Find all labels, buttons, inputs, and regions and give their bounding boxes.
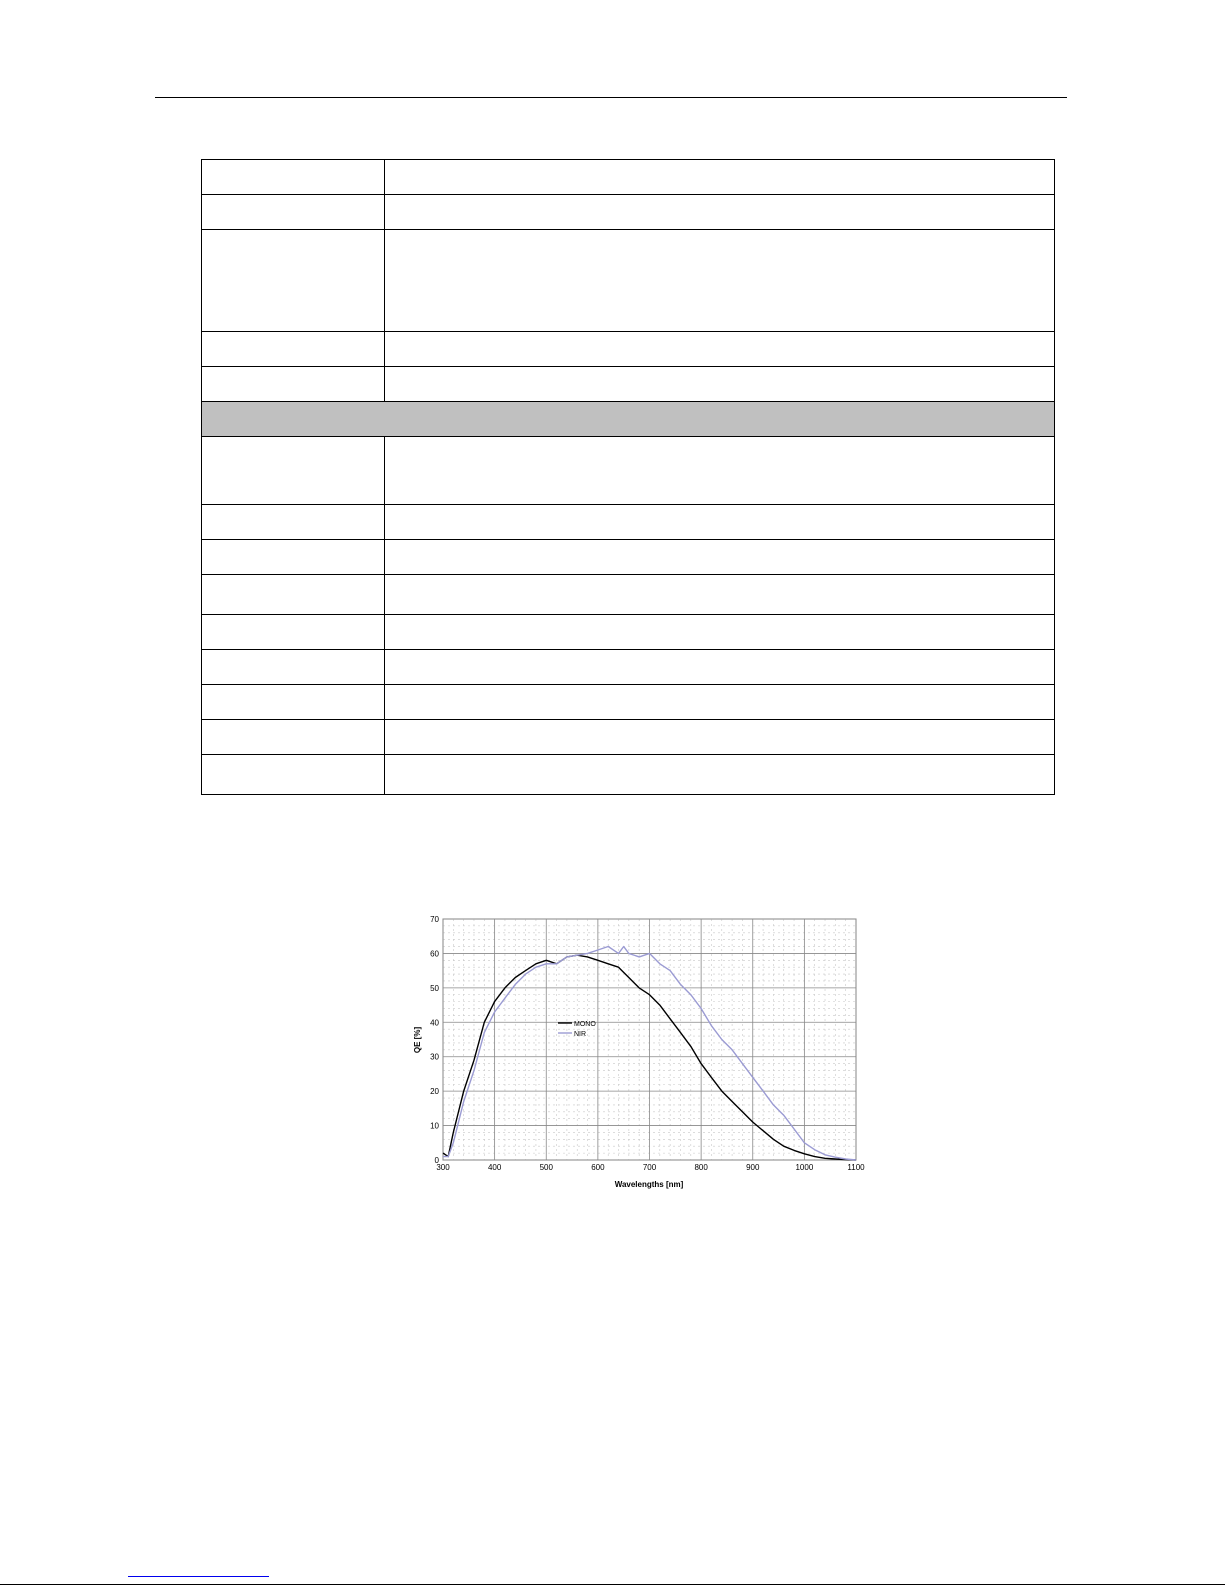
- value-cell: [385, 367, 1055, 402]
- x-tick-label: 800: [694, 1163, 708, 1172]
- label-cell: [202, 755, 385, 795]
- y-tick-labels: [430, 915, 439, 1165]
- table-row: [202, 505, 1055, 540]
- label-cell: [202, 575, 385, 615]
- legend-label: MONO: [574, 1021, 596, 1028]
- x-tick-label: 900: [746, 1163, 760, 1172]
- label-cell: [202, 230, 385, 332]
- label-cell: [202, 505, 385, 540]
- value-cell: [385, 650, 1055, 685]
- value-cell: [385, 615, 1055, 650]
- x-axis-label: Wavelengths [nm]: [614, 1180, 684, 1189]
- x-tick-label: 1100: [847, 1163, 865, 1172]
- y-tick-label: 30: [430, 1052, 439, 1062]
- label-cell: [202, 720, 385, 755]
- label-cell: [202, 332, 385, 367]
- label-cell: [202, 195, 385, 230]
- table-row: [202, 437, 1055, 505]
- table-row: [202, 575, 1055, 615]
- x-tick-label: 1000: [795, 1163, 814, 1172]
- value-cell: [385, 332, 1055, 367]
- table-row: [202, 540, 1055, 575]
- legend-label: NIR: [574, 1031, 587, 1038]
- label-cell: [202, 540, 385, 575]
- table-row: [202, 195, 1055, 230]
- table-row: [202, 720, 1055, 755]
- table-row: [202, 685, 1055, 720]
- x-tick-label: 500: [539, 1163, 553, 1172]
- specification-table: [201, 159, 1055, 795]
- y-tick-label: 70: [430, 915, 439, 924]
- value-cell: [385, 755, 1055, 795]
- table-row: [202, 615, 1055, 650]
- value-cell: [385, 505, 1055, 540]
- x-tick-label: 400: [487, 1163, 502, 1172]
- header-rule: [155, 97, 1067, 98]
- value-cell: [385, 685, 1055, 720]
- value-cell: [385, 720, 1055, 755]
- value-cell: [385, 575, 1055, 615]
- table-row: [202, 755, 1055, 795]
- y-tick-label: 0: [434, 1156, 439, 1165]
- table-row: [202, 230, 1055, 332]
- y-tick-label: 10: [430, 1121, 439, 1131]
- y-tick-label: 20: [430, 1087, 439, 1097]
- label-cell: [202, 437, 385, 505]
- table-section-row: [202, 402, 1055, 437]
- y-axis-label: QE [%]: [413, 1026, 422, 1054]
- value-cell: [385, 230, 1055, 332]
- value-cell: [385, 437, 1055, 505]
- x-tick-label: 300: [436, 1163, 450, 1172]
- table-row: [202, 650, 1055, 685]
- x-tick-label: 700: [642, 1163, 657, 1172]
- label-cell: [202, 650, 385, 685]
- y-tick-label: 40: [430, 1018, 439, 1028]
- label-cell: [202, 160, 385, 195]
- y-tick-label: 60: [430, 949, 439, 959]
- qe-chart: [395, 915, 895, 1210]
- table-row: [202, 332, 1055, 367]
- x-tick-label: 600: [591, 1163, 605, 1172]
- table-row: [202, 160, 1055, 195]
- table-row: [202, 367, 1055, 402]
- value-cell: [385, 160, 1055, 195]
- qe-chart-svg: [395, 915, 895, 1210]
- label-cell: [202, 615, 385, 650]
- value-cell: [385, 195, 1055, 230]
- x-tick-labels: [436, 1163, 865, 1172]
- y-tick-label: 50: [430, 983, 439, 993]
- label-cell: [202, 685, 385, 720]
- value-cell: [385, 540, 1055, 575]
- label-cell: [202, 367, 385, 402]
- section-cell: [202, 402, 1055, 437]
- footer-link-underline[interactable]: [128, 1576, 269, 1577]
